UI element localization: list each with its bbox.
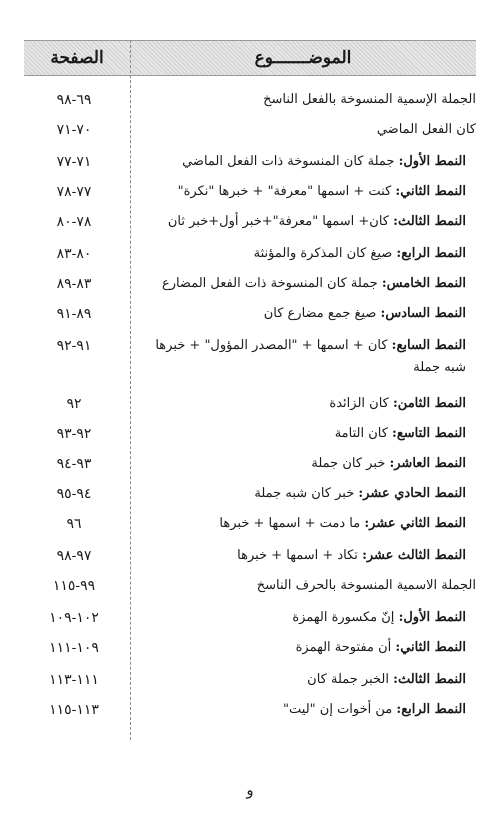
toc-topic	[136, 300, 466, 328]
topic-text: كان التامة	[334, 426, 388, 441]
toc-topic	[136, 270, 466, 298]
toc-topic	[136, 178, 466, 206]
toc-topic	[136, 666, 466, 694]
page-range: ١٠٩-١١١	[49, 640, 99, 656]
toc-topic	[136, 450, 466, 478]
pattern-label: النمط الثالث:	[393, 672, 466, 687]
topic-text: من أخوات إن "ليت"	[283, 702, 393, 717]
toc-topic	[136, 542, 466, 570]
header-topic: الموضـــــــوع	[254, 48, 352, 68]
toc-topic	[130, 86, 476, 114]
topic-text: كنت + اسمها "معرفة" + خبرها "نكرة"	[177, 184, 392, 199]
toc-topic	[136, 634, 466, 662]
topic-text: إنّ مكسورة الهمزة	[292, 610, 395, 625]
page-range: ٩٢-٩٣	[56, 426, 92, 442]
toc-row	[24, 332, 476, 375]
pattern-label: النمط الثامن:	[393, 396, 466, 411]
toc-row	[24, 420, 476, 448]
toc-topic	[130, 116, 476, 144]
toc-row	[24, 510, 476, 538]
pattern-label: النمط العاشر:	[389, 456, 466, 471]
topic-text: صيغ جمع مضارع كان	[263, 306, 377, 321]
pattern-label: النمط الرابع:	[396, 702, 466, 717]
topic-text: تكاد + اسمها + خبرها	[237, 548, 358, 563]
topic-text: كان+ اسمها "معرفة"+خبر أول+خبر ثان	[167, 214, 389, 229]
pattern-label: النمط الثالث:	[393, 214, 466, 229]
page-range: ٩٩-١١٥	[52, 578, 96, 594]
page-range: ٩٦	[66, 516, 82, 532]
page-range: ٩٣-٩٤	[56, 456, 92, 472]
toc-row	[24, 86, 476, 114]
topic-text: جملة كان المنسوخة ذات الفعل الماضي	[182, 154, 395, 169]
toc-topic	[136, 332, 466, 360]
page-range: ٨٩-٩١	[56, 306, 92, 322]
topic-text: ما دمت + اسمها + خبرها	[219, 516, 361, 531]
page-range: ٧١-٧٧	[56, 154, 92, 170]
toc-row	[24, 300, 476, 328]
pattern-label: النمط الخامس:	[381, 276, 466, 291]
toc-row	[24, 208, 476, 236]
topic-text: كان الزائدة	[329, 396, 389, 411]
page-range: ١٠٢-١٠٩	[49, 610, 99, 626]
pattern-label: النمط السادس:	[380, 306, 466, 321]
page-range: ٩٤-٩٥	[56, 486, 92, 502]
page-range: ٩١-٩٢	[56, 338, 92, 354]
pattern-label: النمط الأول:	[398, 154, 466, 169]
table-header	[24, 40, 476, 76]
toc-row	[24, 542, 476, 570]
toc-topic	[130, 572, 476, 600]
topic-text: الخبر جملة كان	[307, 672, 389, 687]
toc-topic	[136, 208, 466, 236]
toc-topic	[136, 148, 466, 176]
page-range: ٨٣-٨٩	[56, 276, 92, 292]
toc-topic	[136, 420, 466, 448]
page-range: ١١١-١١٣	[49, 672, 99, 688]
page-range: ٩٢	[66, 396, 82, 412]
page-number: و	[246, 781, 254, 799]
topic-text: أن مفتوحة الهمزة	[295, 640, 392, 655]
pattern-label: النمط الثاني:	[395, 640, 466, 655]
header-page: الصفحة	[50, 48, 104, 68]
page-range: ٨٠-٨٣	[56, 246, 92, 262]
page-range: ٧٨-٨٠	[56, 214, 92, 230]
topic-text: الجملة الاسمية المنسوخة بالحرف الناسخ	[256, 578, 476, 593]
toc-row	[24, 240, 476, 268]
toc-row	[24, 480, 476, 508]
toc-row	[24, 634, 476, 662]
topic-text: كان + اسمها + "المصدر المؤول" + خبرها	[155, 338, 388, 353]
topic-continuation: شبه جملة	[413, 360, 466, 375]
pattern-label: النمط السابع:	[391, 338, 466, 353]
topic-text: خبر كان شبه جملة	[254, 486, 355, 501]
toc-row	[24, 178, 476, 206]
toc-row	[24, 666, 476, 694]
pattern-label: النمط الثالث عشر:	[362, 548, 466, 563]
toc-topic	[136, 696, 466, 724]
page-range: ٧٧-٧٨	[56, 184, 92, 200]
toc-topic	[136, 240, 466, 268]
toc-row	[24, 572, 476, 600]
pattern-label: النمط الحادي عشر:	[358, 486, 466, 501]
page-range: ٦٩-٩٨	[56, 92, 92, 108]
topic-text: خبر كان جملة	[311, 456, 386, 471]
toc-row	[24, 390, 476, 418]
toc-topic	[136, 510, 466, 538]
toc-row	[24, 696, 476, 724]
page-range: ٧٠-٧١	[56, 122, 92, 138]
toc-row	[24, 270, 476, 298]
pattern-label: النمط الثاني عشر:	[364, 516, 466, 531]
page-range: ١١٣-١١٥	[49, 702, 99, 718]
toc-row	[24, 604, 476, 632]
pattern-label: النمط الرابع:	[396, 246, 466, 261]
pattern-label: النمط الأول:	[398, 610, 466, 625]
toc-row	[24, 148, 476, 176]
topic-text: جملة كان المنسوخة ذات الفعل المضارع	[161, 276, 378, 291]
topic-text: الجملة الإسمية المنسوخة بالفعل الناسخ	[263, 92, 476, 107]
toc-row	[24, 450, 476, 478]
toc-topic	[136, 480, 466, 508]
page-range: ٩٧-٩٨	[56, 548, 92, 564]
topic-text: كان الفعل الماضي	[376, 122, 476, 137]
toc-row	[24, 116, 476, 144]
topic-text: صيغ كان المذكرة والمؤنثة	[253, 246, 393, 261]
pattern-label: النمط التاسع:	[392, 426, 466, 441]
toc-topic	[136, 390, 466, 418]
toc-topic	[136, 604, 466, 632]
pattern-label: النمط الثاني:	[395, 184, 466, 199]
